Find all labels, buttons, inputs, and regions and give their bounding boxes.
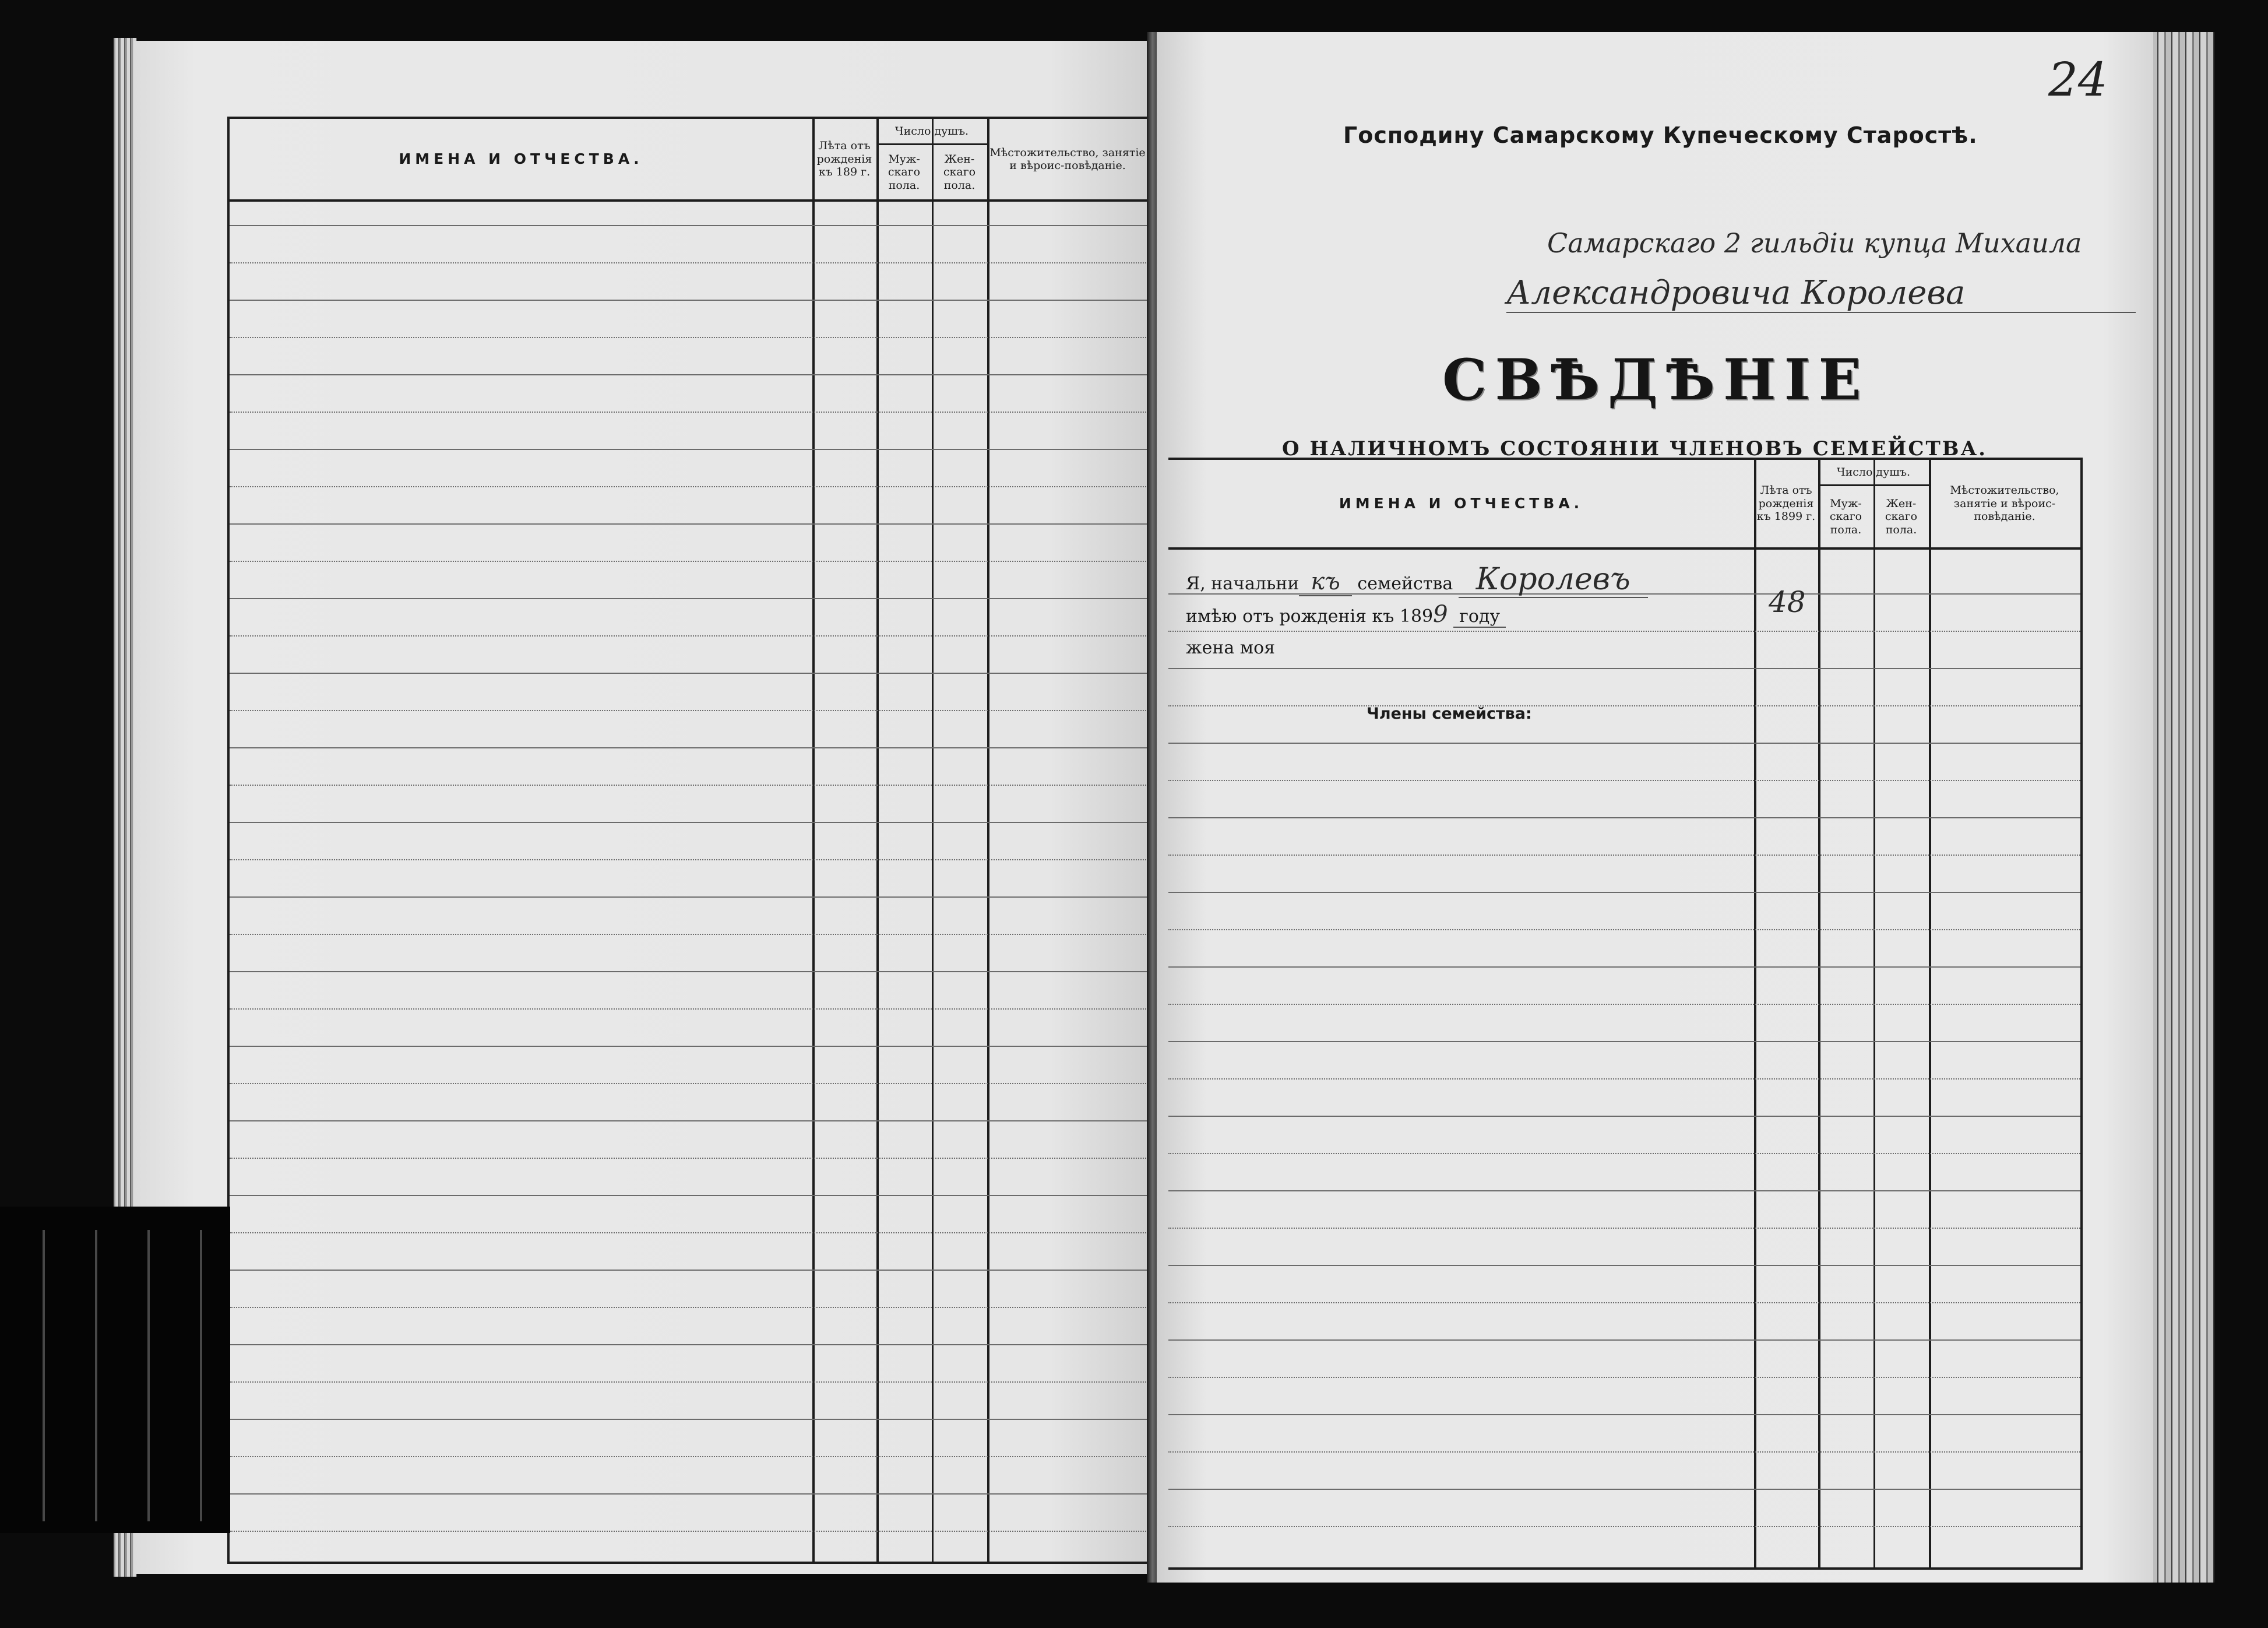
- ruled-line: [230, 1531, 1148, 1532]
- ruled-line: [1168, 1265, 2080, 1266]
- ruled-line: [1168, 1116, 2080, 1117]
- ruled-line: [230, 859, 1148, 860]
- ruled-line: [230, 561, 1148, 562]
- ruled-line: [1168, 929, 2080, 930]
- ruled-line: [230, 635, 1148, 637]
- document-subtitle: О НАЛИЧНОМЪ СОСТОЯНІИ ЧЛЕНОВЪ СЕМЕЙСТВА.: [1282, 437, 1988, 460]
- ruled-line: [1168, 1377, 2080, 1378]
- ruled-line: [1168, 1228, 2080, 1229]
- head-mid: семейства: [1357, 574, 1453, 594]
- male-column-header: Муж-скаго пола.: [888, 152, 921, 192]
- ruled-line: [1168, 705, 2080, 706]
- ruled-line: [230, 1008, 1148, 1010]
- ruled-line: [1168, 1190, 2080, 1191]
- right-ruled-rows: [1168, 550, 2080, 1567]
- family-members-label: Члены семейства:: [1367, 705, 1532, 723]
- birth-year-line: [1186, 601, 1506, 628]
- ruled-line: [230, 449, 1148, 450]
- left-ruled-rows: [230, 202, 1148, 1562]
- ruled-line: [230, 785, 1148, 786]
- petitioner-line-2: Александровича Королева: [1506, 274, 2136, 313]
- ruled-line: [230, 300, 1148, 301]
- ruled-line: [230, 262, 1148, 263]
- ruled-line: [1168, 892, 2080, 893]
- ruled-line: [1168, 1041, 2080, 1042]
- age-column-header: Лѣта отъ рожденія къ 189 г.: [816, 139, 872, 179]
- ruled-line: [1168, 1526, 2080, 1527]
- head-of-family-line: [1186, 562, 1648, 597]
- ruled-line: [230, 1381, 1148, 1383]
- document-title: СВѢДѢНІЕ: [1442, 347, 1869, 413]
- ruled-line: [230, 1120, 1148, 1121]
- birth-suffix: году: [1453, 606, 1506, 628]
- ruled-line: [1168, 966, 2080, 968]
- residence-column-header: Мѣстожительство, занятіе и вѣроис-повѣданіе.: [989, 146, 1146, 172]
- ruled-line: [230, 1232, 1148, 1233]
- right-table-header: [1168, 460, 2080, 550]
- ruled-line: [230, 673, 1148, 674]
- ruled-line: [230, 710, 1148, 711]
- ruled-line: [1168, 1153, 2080, 1154]
- index-tab-marks: [20, 1230, 230, 1521]
- ruled-line: [230, 1270, 1148, 1271]
- ruled-line: [1168, 780, 2080, 781]
- residence-column-header: Мѣстожительство, занятіе и вѣроис-повѣданіе.: [1950, 484, 2059, 523]
- age-column-header: Лѣта отъ рожденія къ 1899 г.: [1756, 484, 1816, 523]
- ruled-line: [1168, 855, 2080, 856]
- ruled-line: [230, 598, 1148, 599]
- ruled-line: [1168, 1339, 2080, 1341]
- ruled-line: [230, 1344, 1148, 1345]
- book-edge-right: [2144, 32, 2214, 1583]
- right-page: [1157, 32, 2153, 1583]
- ruled-line: [230, 1307, 1148, 1308]
- wife-line: жена моя: [1186, 638, 1276, 658]
- ruled-line: [230, 1195, 1148, 1196]
- ruled-line: [230, 1046, 1148, 1047]
- ruled-line: [230, 971, 1148, 972]
- ruled-line: [230, 486, 1148, 487]
- ruled-line: [1168, 1414, 2080, 1415]
- ruled-line: [1168, 1489, 2080, 1490]
- souls-column-header: Число душъ.: [876, 119, 987, 145]
- ruled-line: [230, 523, 1148, 525]
- ruled-line: [1168, 1078, 2080, 1080]
- souls-column-header: Число душъ.: [1818, 460, 1929, 486]
- ruled-line: [230, 412, 1148, 413]
- ruled-line: [1168, 1451, 2080, 1453]
- left-table-header: [230, 119, 1148, 202]
- page-number: 24: [2048, 52, 2108, 107]
- female-column-header: Жен-скаго пола.: [1885, 497, 1918, 536]
- ruled-line: [230, 896, 1148, 898]
- right-register-table: [1168, 458, 2083, 1570]
- ruled-line: [1168, 1302, 2080, 1303]
- ruled-line: [1168, 1004, 2080, 1005]
- ruled-line: [1168, 668, 2080, 669]
- ruled-line: [230, 747, 1148, 748]
- ruled-line: [1168, 743, 2080, 744]
- ruled-line: [230, 1158, 1148, 1159]
- birth-year-hand: 9: [1433, 601, 1448, 628]
- ruled-line: [230, 1493, 1148, 1495]
- ruled-line: [230, 1419, 1148, 1420]
- head-hand-ending: къ: [1299, 568, 1352, 596]
- head-surname: Королевъ: [1459, 562, 1648, 598]
- head-prefix: Я, начальни: [1186, 574, 1299, 594]
- ruled-line: [1168, 631, 2080, 632]
- names-column-header: ИМЕНА И ОТЧЕСТВА.: [399, 150, 643, 168]
- birth-prefix: имѣю отъ рожденія къ 189: [1186, 606, 1434, 627]
- ruled-line: [1168, 817, 2080, 818]
- addressee-line: Господину Самарскому Купеческому Старостѣ.: [1343, 122, 1978, 148]
- ruled-line: [230, 225, 1148, 226]
- male-column-header: Муж-скаго пола.: [1829, 497, 1862, 536]
- female-column-header: Жен-скаго пола.: [943, 152, 976, 192]
- left-register-table: [227, 117, 1150, 1564]
- ruled-line: [230, 1083, 1148, 1084]
- ruled-line: [230, 1456, 1148, 1457]
- ruled-line: [230, 934, 1148, 935]
- petitioner-line-1: Самарскаго 2 гильдіи купца Михаила: [1547, 227, 2082, 259]
- ruled-line: [230, 374, 1148, 375]
- names-column-header: ИМЕНА И ОТЧЕСТВА.: [1339, 495, 1584, 512]
- age-value: 48: [1769, 585, 1806, 619]
- left-page: [134, 41, 1151, 1574]
- ruled-line: [230, 337, 1148, 338]
- ruled-line: [230, 822, 1148, 823]
